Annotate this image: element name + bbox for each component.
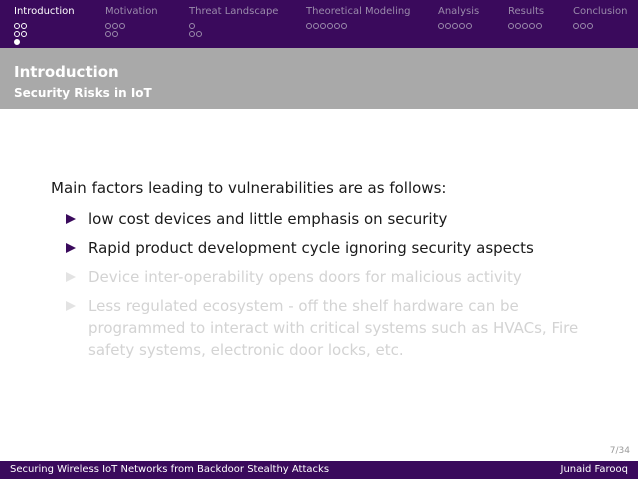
frame-dots-row	[189, 31, 203, 39]
section-navigation-bar	[0, 0, 638, 48]
frame-dots-row	[438, 23, 473, 31]
triangle-bullet-icon	[66, 243, 76, 253]
nav-section-label[interactable]: Conclusion	[573, 6, 628, 17]
frame-dot[interactable]	[105, 23, 111, 29]
intro-text: Main factors leading to vulnerabilities are as follows:	[51, 179, 447, 197]
frame-dot[interactable]	[536, 23, 542, 29]
frame-dots-row	[573, 23, 594, 31]
frame-dot[interactable]	[189, 31, 195, 37]
frame-title: Introduction	[14, 63, 119, 81]
frame-dot[interactable]	[14, 31, 20, 37]
frame-dot[interactable]	[14, 23, 20, 29]
frame-dot[interactable]	[196, 31, 202, 37]
frame-dots-row	[508, 23, 543, 31]
frame-dot[interactable]	[112, 31, 118, 37]
frame-dots-row	[306, 23, 348, 31]
frame-dots-row	[105, 23, 126, 31]
frame-dots-row	[105, 31, 119, 39]
frame-dots-row	[14, 39, 21, 47]
frame-dot[interactable]	[438, 23, 444, 29]
frame-dot[interactable]	[466, 23, 472, 29]
nav-section-label[interactable]: Threat Landscape	[189, 6, 279, 17]
frame-dot[interactable]	[445, 23, 451, 29]
frame-dot[interactable]	[459, 23, 465, 29]
frame-dot[interactable]	[21, 23, 27, 29]
frame-dots-row	[189, 23, 196, 31]
footer-author: Junaid Farooq	[560, 464, 628, 475]
footer-bar	[0, 461, 638, 479]
bullet-text: Rapid product development cycle ignoring security aspects	[88, 239, 534, 257]
bullet-text: Device inter-operability opens doors for malicious activity	[88, 268, 522, 286]
frame-dot[interactable]	[529, 23, 535, 29]
frame-dot[interactable]	[306, 23, 312, 29]
triangle-bullet-icon	[66, 301, 76, 311]
nav-section-label[interactable]: Theoretical Modeling	[306, 6, 411, 17]
frame-dot[interactable]	[105, 31, 111, 37]
bullet-item-dimmed	[66, 266, 588, 288]
frame-dot[interactable]	[522, 23, 528, 29]
frame-dot[interactable]	[508, 23, 514, 29]
frame-dot[interactable]	[573, 23, 579, 29]
frame-subtitle: Security Risks in IoT	[14, 86, 152, 100]
frame-dot[interactable]	[189, 23, 195, 29]
frame-dots-row	[14, 23, 28, 31]
frame-dot[interactable]	[320, 23, 326, 29]
frame-dot[interactable]	[580, 23, 586, 29]
bullet-item-dimmed	[66, 295, 588, 361]
bullet-text: low cost devices and little emphasis on security	[88, 210, 448, 228]
frame-dots-row	[14, 31, 28, 39]
nav-section-label[interactable]: Introduction	[14, 6, 75, 17]
bullet-text: Less regulated ecosystem - off the shelf hardware can be programmed to interact with critical systems such as HVACs, Fire safety systems, electronic door locks, etc.	[88, 297, 579, 359]
nav-section-label[interactable]: Analysis	[438, 6, 480, 17]
current-frame-dot[interactable]	[14, 39, 20, 45]
page-number: 7/34	[609, 446, 630, 456]
frame-dot[interactable]	[327, 23, 333, 29]
triangle-bullet-icon	[66, 272, 76, 282]
frame-dot[interactable]	[313, 23, 319, 29]
frame-dot[interactable]	[587, 23, 593, 29]
frame-dot[interactable]	[341, 23, 347, 29]
bullet-item	[66, 237, 588, 259]
frame-dot[interactable]	[119, 23, 125, 29]
nav-section-label[interactable]: Motivation	[105, 6, 158, 17]
nav-section-label[interactable]: Results	[508, 6, 545, 17]
frame-dot[interactable]	[334, 23, 340, 29]
bullet-item	[66, 208, 588, 230]
triangle-bullet-icon	[66, 214, 76, 224]
frame-dot[interactable]	[112, 23, 118, 29]
frame-dot[interactable]	[515, 23, 521, 29]
frame-dot[interactable]	[21, 31, 27, 37]
footer-presentation-title: Securing Wireless IoT Networks from Backdoor Stealthy Attacks	[10, 464, 330, 475]
frame-dot[interactable]	[452, 23, 458, 29]
